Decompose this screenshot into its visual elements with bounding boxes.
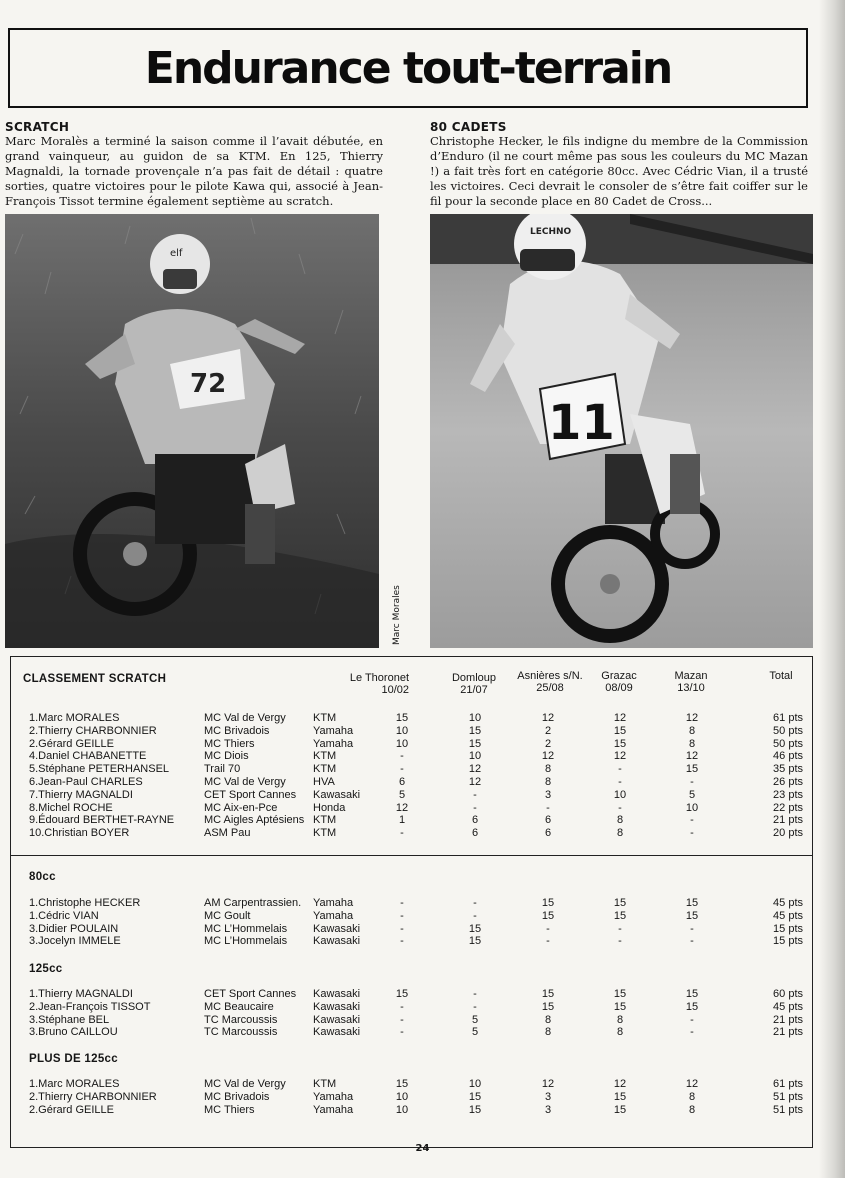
score-asnieres: 6	[544, 814, 552, 827]
make: Yamaha	[313, 909, 354, 922]
score-asnieres: 15	[541, 1000, 555, 1013]
score-thoronet: -	[400, 897, 404, 909]
make: KTM	[313, 814, 337, 827]
make: Yamaha	[313, 724, 354, 737]
score-grazac: -	[618, 776, 622, 788]
rider-name: 2.Gérard GEILLE	[29, 1103, 114, 1116]
club: MC Val de Vergy	[204, 776, 286, 788]
cat-125-row	[11, 1026, 812, 1039]
score-thoronet: 10	[395, 737, 409, 750]
rider-name: 2.Thierry CHARBONNIER	[29, 724, 157, 737]
rider-name: 2.Thierry CHARBONNIER	[29, 1090, 157, 1103]
score-asnieres: 15	[541, 909, 555, 922]
helmet-text: elf	[170, 248, 183, 259]
club: MC L’Hommelais	[204, 922, 288, 935]
cadets-column	[430, 120, 808, 209]
cat-125-row	[11, 1001, 812, 1014]
score-domloup: -	[473, 897, 477, 909]
score-asnieres: 3	[544, 788, 552, 801]
total: 45 pts	[773, 897, 803, 909]
score-thoronet: -	[400, 750, 404, 763]
score-domloup: -	[473, 788, 477, 801]
score-mazan: 15	[685, 988, 699, 1000]
rider-name: 1.Marc MORALES	[29, 712, 120, 724]
score-asnieres: 12	[541, 712, 555, 724]
score-asnieres: 8	[544, 763, 552, 776]
make: HVA	[313, 776, 335, 788]
total: 50 pts	[773, 724, 803, 737]
rider-name: 2.Jean-François TISSOT	[29, 1000, 151, 1013]
score-domloup: 15	[468, 737, 482, 750]
club: MC Val de Vergy	[204, 712, 286, 724]
cat-80-row	[11, 910, 812, 923]
club: ASM Pau	[204, 827, 251, 840]
make: Kawasaki	[313, 922, 361, 935]
total: 46 pts	[773, 750, 803, 763]
score-thoronet: -	[400, 1026, 404, 1039]
score-grazac: -	[618, 763, 622, 776]
total: 61 pts	[773, 712, 803, 724]
score-thoronet: 15	[395, 712, 409, 724]
score-grazac: -	[618, 922, 622, 935]
score-grazac: 15	[613, 737, 627, 750]
cat-125-row	[11, 988, 812, 1001]
scratch-row	[11, 802, 812, 815]
total: 21 pts	[773, 1026, 803, 1039]
right-plate-number: 11	[548, 395, 615, 451]
cat-plus125-title: PLUS DE 125cc	[29, 1053, 118, 1065]
score-mazan: 8	[688, 724, 696, 737]
score-mazan: -	[690, 827, 694, 840]
make: Yamaha	[313, 737, 354, 750]
total: 26 pts	[773, 776, 803, 788]
score-asnieres: 15	[541, 897, 555, 909]
score-asnieres: 2	[544, 737, 552, 750]
total: 45 pts	[773, 909, 803, 922]
event-header-4: Grazac 08/09	[601, 670, 637, 694]
club: MC Thiers	[204, 737, 255, 750]
club: AM Carpentrassien.	[204, 897, 302, 909]
make: Kawasaki	[313, 788, 361, 801]
score-asnieres: 2	[544, 724, 552, 737]
make: Kawasaki	[313, 988, 361, 1000]
event-header-5: Mazan 13/10	[674, 670, 708, 694]
rider-name: 4.Daniel CHABANETTE	[29, 750, 147, 763]
make: Kawasaki	[313, 1026, 361, 1039]
score-mazan: 15	[685, 897, 699, 909]
score-asnieres: 8	[544, 1013, 552, 1026]
photo-rider-morales	[5, 214, 379, 648]
score-domloup: -	[473, 988, 477, 1000]
rider-name: 3.Didier POULAIN	[29, 922, 119, 935]
score-grazac: 8	[616, 814, 624, 827]
score-domloup: -	[473, 909, 477, 922]
page-title: Endurance tout-terrain	[144, 42, 672, 94]
table-divider	[11, 855, 812, 856]
score-mazan: 12	[685, 712, 699, 724]
score-mazan: -	[690, 776, 694, 788]
cat-80-row	[11, 923, 812, 936]
score-domloup: -	[473, 1000, 477, 1013]
score-mazan: 15	[685, 763, 699, 776]
make: Yamaha	[313, 897, 354, 909]
score-domloup: 15	[468, 1090, 482, 1103]
scratch-text: Marc Moralès a terminé la saison comme il l’avait débutée, en grand vainqueur, au guidon de sa KTM. En 125, Thierry Magnaldi, la tornade provençale n’a pas fait de détail : quatre sorties, quatre victoires pour le pilote Kawa qui, associé à Jean-François Tissot termine également septième au scratch.	[5, 134, 383, 208]
event-header-3: Asnières s/N. 25/08	[517, 670, 583, 694]
make: Kawasaki	[313, 1013, 361, 1026]
event-header-1: Le Thoronet 10/02	[349, 672, 409, 696]
score-thoronet: 12	[395, 801, 409, 814]
score-mazan: 12	[685, 750, 699, 763]
score-domloup: 5	[471, 1026, 479, 1039]
club: MC Brivadois	[204, 724, 270, 737]
total: 21 pts	[773, 1013, 803, 1026]
score-mazan: 8	[688, 1103, 696, 1116]
score-asnieres: 8	[544, 1026, 552, 1039]
score-mazan: 8	[688, 1090, 696, 1103]
score-grazac: 15	[613, 1000, 627, 1013]
score-thoronet: 10	[395, 1103, 409, 1116]
scratch-row	[11, 827, 812, 840]
club: MC Brivadois	[204, 1090, 270, 1103]
score-mazan: -	[690, 935, 694, 948]
scratch-row	[11, 750, 812, 763]
rider-name: 1.Cédric VIAN	[29, 909, 99, 922]
score-asnieres: 3	[544, 1103, 552, 1116]
make: Kawasaki	[313, 935, 361, 948]
cat-80-title: 80cc	[29, 871, 56, 883]
score-domloup: 10	[468, 712, 482, 724]
score-thoronet: -	[400, 1013, 404, 1026]
title-box	[8, 28, 808, 108]
total: 21 pts	[773, 814, 803, 827]
score-asnieres: 12	[541, 1078, 555, 1090]
score-mazan: 5	[688, 788, 696, 801]
score-thoronet: 6	[398, 776, 406, 788]
score-grazac: 12	[613, 712, 627, 724]
cat-plus125-row	[11, 1078, 812, 1091]
make: KTM	[313, 1078, 337, 1090]
scratch-row	[11, 738, 812, 751]
score-domloup: 15	[468, 1103, 482, 1116]
cat-125-row	[11, 1014, 812, 1027]
score-thoronet: -	[400, 1000, 404, 1013]
scratch-row	[11, 725, 812, 738]
total: 60 pts	[773, 988, 803, 1000]
score-asnieres: 12	[541, 750, 555, 763]
club: MC Thiers	[204, 1103, 255, 1116]
rider-name: 1.Thierry MAGNALDI	[29, 988, 133, 1000]
scratch-row	[11, 776, 812, 789]
score-domloup: -	[473, 801, 477, 814]
score-grazac: 10	[613, 788, 627, 801]
score-grazac: -	[618, 801, 622, 814]
score-grazac: 15	[613, 988, 627, 1000]
rider-name: 8.Michel ROCHE	[29, 801, 113, 814]
score-domloup: 15	[468, 935, 482, 948]
score-mazan: 12	[685, 1078, 699, 1090]
score-domloup: 6	[471, 814, 479, 827]
rider-name: 2.Gérard GEILLE	[29, 737, 114, 750]
left-plate-number: 72	[190, 369, 227, 399]
make: KTM	[313, 712, 337, 724]
total: 15 pts	[773, 922, 803, 935]
scratch-table-title: CLASSEMENT SCRATCH	[23, 673, 167, 685]
score-domloup: 12	[468, 763, 482, 776]
score-thoronet: -	[400, 909, 404, 922]
scratch-heading: SCRATCH	[5, 120, 70, 134]
make: KTM	[313, 750, 337, 763]
score-mazan: 15	[685, 1000, 699, 1013]
score-mazan: -	[690, 814, 694, 827]
score-thoronet: 1	[398, 814, 406, 827]
total: 35 pts	[773, 763, 803, 776]
club: MC Beaucaire	[204, 1000, 274, 1013]
score-thoronet: 10	[395, 724, 409, 737]
rider-name: 9.Édouard BERTHET-RAYNE	[29, 814, 175, 827]
scratch-row	[11, 789, 812, 802]
total-header: Total	[769, 670, 793, 682]
score-domloup: 10	[468, 1078, 482, 1090]
club: MC Goult	[204, 909, 251, 922]
score-grazac: -	[618, 935, 622, 948]
rider-name: 1.Marc MORALES	[29, 1078, 120, 1090]
make: Honda	[313, 801, 346, 814]
score-grazac: 8	[616, 827, 624, 840]
club: Trail 70	[204, 763, 241, 776]
score-domloup: 15	[468, 922, 482, 935]
cadets-heading: 80 CADETS	[430, 120, 507, 134]
score-domloup: 5	[471, 1013, 479, 1026]
rider-name: 1.Christophe HECKER	[29, 897, 141, 909]
score-thoronet: 5	[398, 788, 406, 801]
score-grazac: 15	[613, 1090, 627, 1103]
rider-name: 3.Jocelyn IMMELE	[29, 935, 121, 948]
club: CET Sport Cannes	[204, 988, 297, 1000]
rider-name: 5.Stéphane PETERHANSEL	[29, 763, 170, 776]
cadets-text: Christophe Hecker, le fils indigne du membre de la Commission d’Enduro (il ne court même pas sous les couleurs du MC Mazan !) a fait très fort en catégorie 80cc. Avec Cédric Vian, il a trusté les victoires. Ceci devrait le consoler de s’être fait coiffer sur le fil pour la seconde place en 80 Cadet de Cross...	[430, 134, 808, 208]
total: 51 pts	[773, 1090, 803, 1103]
club: CET Sport Cannes	[204, 788, 297, 801]
helmet-brand: LECHNO	[530, 227, 572, 237]
total: 20 pts	[773, 827, 803, 840]
rider-name: 7.Thierry MAGNALDI	[29, 788, 133, 801]
score-asnieres: -	[546, 935, 550, 948]
cat-80-row	[11, 897, 812, 910]
club: MC Aix-en-Pce	[204, 801, 278, 814]
score-grazac: 8	[616, 1013, 624, 1026]
score-thoronet: -	[400, 763, 404, 776]
make: KTM	[313, 763, 337, 776]
club: TC Marcoussis	[204, 1013, 278, 1026]
rider-name: 6.Jean-Paul CHARLES	[29, 776, 143, 788]
rider-name: 10.Christian BOYER	[29, 827, 130, 840]
total: 50 pts	[773, 737, 803, 750]
score-asnieres: -	[546, 922, 550, 935]
score-grazac: 15	[613, 909, 627, 922]
score-mazan: 15	[685, 909, 699, 922]
score-grazac: 12	[613, 1078, 627, 1090]
club: MC Aigles Aptésiens	[204, 814, 305, 827]
score-grazac: 12	[613, 750, 627, 763]
scratch-row	[11, 814, 812, 827]
results-table	[10, 656, 813, 1148]
score-asnieres: 15	[541, 988, 555, 1000]
score-thoronet: 15	[395, 1078, 409, 1090]
rider-name: 3.Bruno CAILLOU	[29, 1026, 118, 1039]
photo-rider-hecker	[430, 214, 813, 648]
rider-name: 3.Stéphane BEL	[29, 1013, 110, 1026]
scratch-row	[11, 763, 812, 776]
scratch-row	[11, 712, 812, 725]
cat-plus125-row	[11, 1104, 812, 1117]
cat-plus125-row	[11, 1091, 812, 1104]
score-asnieres: 8	[544, 776, 552, 788]
score-thoronet: -	[400, 827, 404, 840]
score-grazac: 15	[613, 897, 627, 909]
cat-125-title: 125cc	[29, 963, 63, 975]
event-header-2: Domloup 21/07	[451, 672, 497, 696]
club: MC Val de Vergy	[204, 1078, 286, 1090]
score-domloup: 6	[471, 827, 479, 840]
score-thoronet: 10	[395, 1090, 409, 1103]
total: 15 pts	[773, 935, 803, 948]
score-domloup: 15	[468, 724, 482, 737]
make: KTM	[313, 827, 337, 840]
cat-80-row	[11, 935, 812, 948]
total: 23 pts	[773, 788, 803, 801]
score-mazan: 8	[688, 737, 696, 750]
total: 45 pts	[773, 1000, 803, 1013]
photo-credit: Marc Morales	[392, 585, 402, 645]
score-grazac: 15	[613, 724, 627, 737]
make: Yamaha	[313, 1090, 354, 1103]
score-mazan: 10	[685, 801, 699, 814]
score-thoronet: -	[400, 935, 404, 948]
score-thoronet: -	[400, 922, 404, 935]
score-asnieres: 6	[544, 827, 552, 840]
score-thoronet: 15	[395, 988, 409, 1000]
total: 22 pts	[773, 801, 803, 814]
club: TC Marcoussis	[204, 1026, 278, 1039]
score-domloup: 10	[468, 750, 482, 763]
club: MC L’Hommelais	[204, 935, 288, 948]
club: MC Diois	[204, 750, 249, 763]
total: 51 pts	[773, 1103, 803, 1116]
score-asnieres: -	[546, 801, 550, 814]
total: 61 pts	[773, 1078, 803, 1090]
page-number: 24	[415, 1143, 430, 1154]
make: Kawasaki	[313, 1000, 361, 1013]
score-grazac: 8	[616, 1026, 624, 1039]
scratch-column	[5, 120, 383, 209]
score-mazan: -	[690, 1013, 694, 1026]
score-grazac: 15	[613, 1103, 627, 1116]
score-mazan: -	[690, 922, 694, 935]
make: Yamaha	[313, 1103, 354, 1116]
score-domloup: 12	[468, 776, 482, 788]
score-mazan: -	[690, 1026, 694, 1039]
page-edge-shadow	[819, 0, 845, 1178]
score-asnieres: 3	[544, 1090, 552, 1103]
